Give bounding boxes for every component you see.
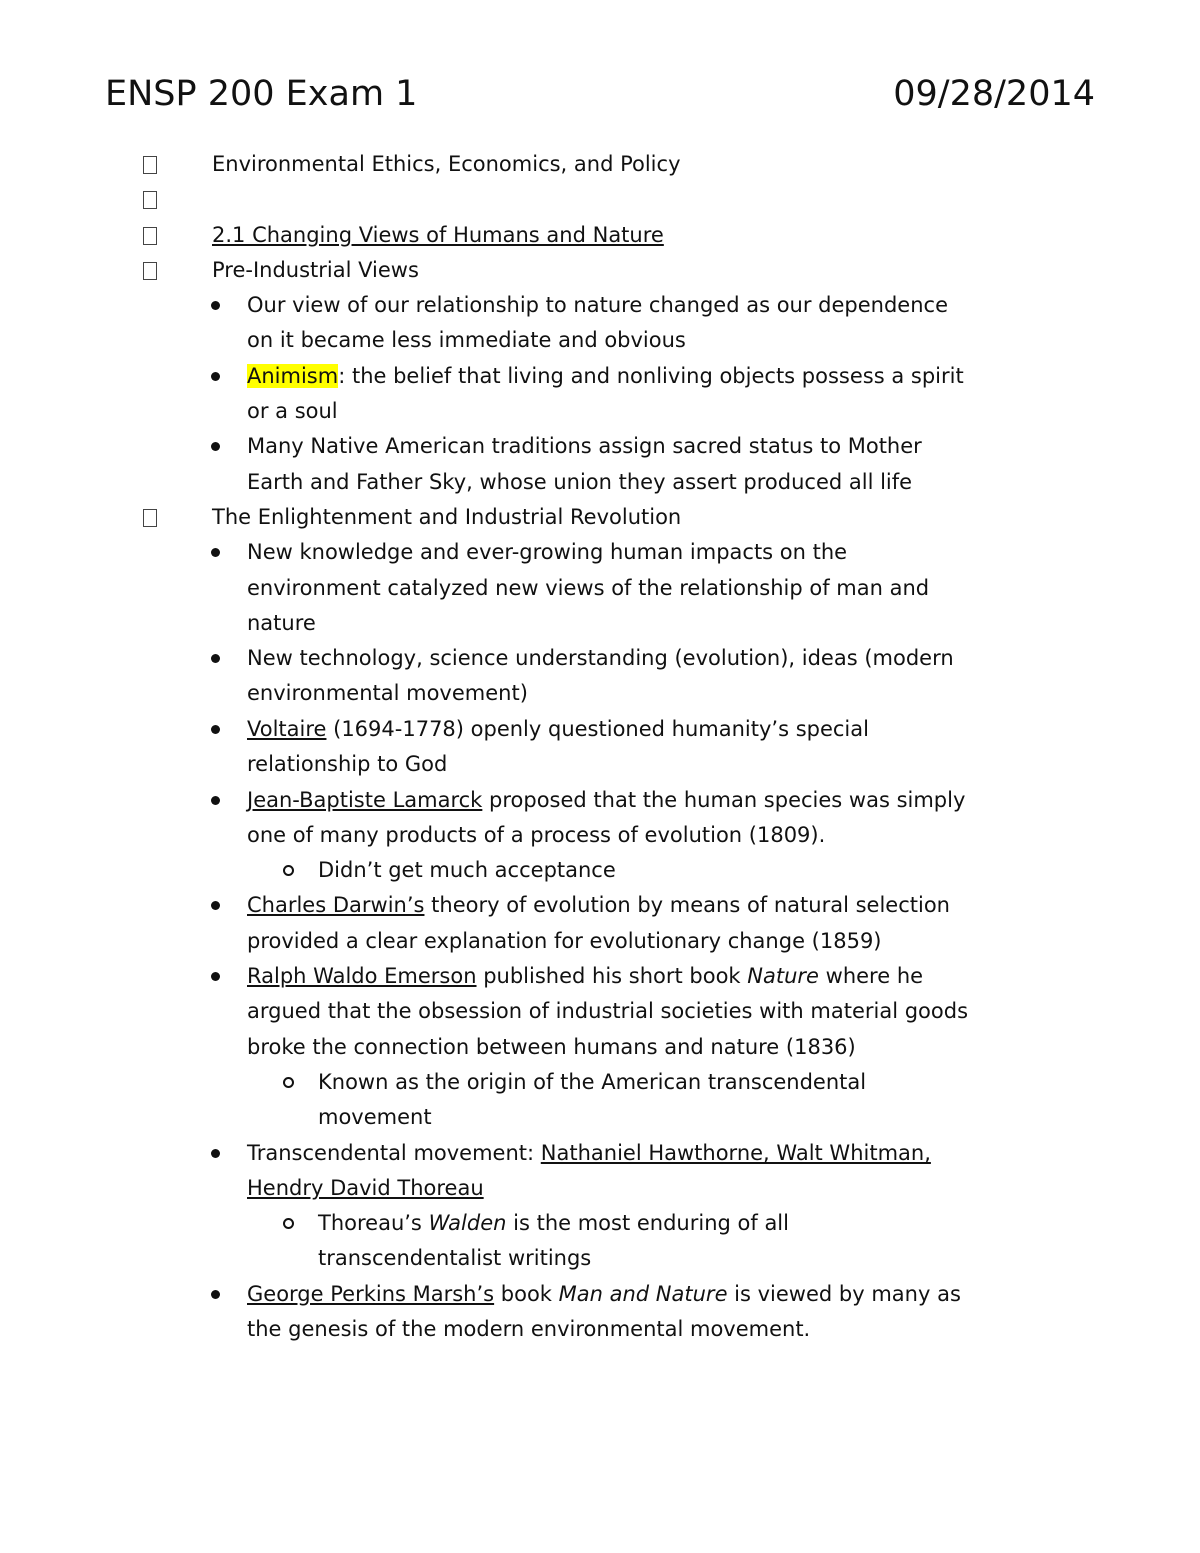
line-text: relationship to God — [247, 752, 448, 776]
hollow-bullet-icon — [283, 865, 294, 876]
line-text: environmental movement) — [247, 681, 528, 705]
line-text — [247, 359, 964, 394]
list-item — [0, 288, 1200, 323]
document-title: ENSP 200 Exam 1 — [105, 74, 418, 114]
line-text: nature — [247, 611, 316, 635]
line-text — [247, 1277, 961, 1312]
line-text: Didn’t get much acceptance — [318, 858, 616, 882]
list-item — [0, 218, 1200, 253]
line-segment: (1694-1778) openly questioned humanity’s special — [326, 717, 869, 741]
sub-list-item-continuation — [0, 1100, 1200, 1135]
list-item-continuation — [0, 1030, 1200, 1065]
list-item — [0, 712, 1200, 747]
person-name: Ralph Waldo Emerson — [247, 964, 477, 988]
line-text: on it became less immediate and obvious — [247, 328, 686, 352]
line-segment: proposed that the human species was simply — [482, 788, 966, 812]
bullet-icon — [211, 548, 220, 557]
list-item-continuation — [0, 1312, 1200, 1347]
line-text: broke the connection between humans and nature (1836) — [247, 1035, 856, 1059]
line-text: provided a clear explanation for evolutionary change (1859) — [247, 929, 882, 953]
line-text — [247, 712, 869, 747]
list-item — [0, 147, 1200, 182]
person-name: George Perkins Marsh’s — [247, 1282, 495, 1306]
section-heading: 2.1 Changing Views of Humans and Nature — [212, 223, 664, 247]
bullet-icon — [211, 442, 220, 451]
line-segment: is viewed by many as — [727, 1282, 961, 1306]
missing-glyph-icon — [143, 262, 157, 280]
book-title: Walden — [428, 1211, 507, 1235]
bullet-icon — [211, 796, 220, 805]
list-item — [0, 1136, 1200, 1171]
line-segment: book — [494, 1282, 559, 1306]
document-date: 09/28/2014 — [893, 74, 1095, 114]
bullet-icon — [211, 1290, 220, 1299]
bullet-icon — [211, 901, 220, 910]
line-text — [247, 959, 923, 994]
list-item — [0, 359, 1200, 394]
line-text: the genesis of the modern environmental movement. — [247, 1317, 811, 1341]
line-text — [318, 1206, 789, 1241]
list-item-continuation — [0, 747, 1200, 782]
hollow-bullet-icon — [283, 1218, 294, 1229]
list-item — [0, 641, 1200, 676]
list-item — [0, 535, 1200, 570]
line-text: New knowledge and ever-growing human impacts on the — [247, 540, 848, 564]
list-item-continuation — [0, 676, 1200, 711]
line-segment: : the belief that living and nonliving objects possess a spirit — [338, 364, 964, 388]
list-item-continuation — [0, 465, 1200, 500]
line-segment: published his short book — [476, 964, 748, 988]
line-text: The Enlightenment and Industrial Revolution — [212, 505, 682, 529]
list-item — [0, 500, 1200, 535]
person-name: Jean-Baptiste Lamarck — [247, 788, 483, 812]
line-text: Environmental Ethics, Economics, and Policy — [212, 152, 681, 176]
list-item — [0, 959, 1200, 994]
list-item-continuation — [0, 571, 1200, 606]
line-text: one of many products of a process of evolution (1809). — [247, 823, 826, 847]
sub-list-item — [0, 853, 1200, 888]
sub-list-item-continuation — [0, 1241, 1200, 1276]
line-text: or a soul — [247, 399, 338, 423]
missing-glyph-icon — [143, 227, 157, 245]
person-name: Charles Darwin’s — [247, 893, 425, 917]
list-item-continuation — [0, 394, 1200, 429]
list-item-continuation — [0, 1171, 1200, 1206]
person-names: Nathaniel Hawthorne, Walt Whitman, — [540, 1141, 931, 1165]
missing-glyph-icon — [143, 191, 157, 209]
sub-list-item — [0, 1206, 1200, 1241]
book-title: Man and Nature — [558, 1282, 728, 1306]
line-text: transcendentalist writings — [318, 1246, 592, 1270]
book-title: Nature — [747, 964, 819, 988]
line-segment: where he — [818, 964, 924, 988]
list-item — [0, 182, 1200, 217]
list-item — [0, 888, 1200, 923]
list-item — [0, 429, 1200, 464]
hollow-bullet-icon — [283, 1077, 294, 1088]
line-segment: Transcendental movement: — [247, 1141, 541, 1165]
list-item — [0, 253, 1200, 288]
missing-glyph-icon — [143, 509, 157, 527]
missing-glyph-icon — [143, 156, 157, 174]
line-text: movement — [318, 1105, 432, 1129]
bullet-icon — [211, 654, 220, 663]
line-segment: is the most enduring of all — [506, 1211, 789, 1235]
list-item-continuation — [0, 606, 1200, 641]
list-item-continuation — [0, 924, 1200, 959]
document-header — [105, 72, 1095, 122]
list-item — [0, 783, 1200, 818]
bullet-icon — [211, 725, 220, 734]
line-text: New technology, science understanding (evolution), ideas (modern — [247, 646, 954, 670]
line-text: Pre-Industrial Views — [212, 258, 419, 282]
line-text: environment catalyzed new views of the relationship of man and — [247, 576, 930, 600]
sub-list-item — [0, 1065, 1200, 1100]
list-item — [0, 1277, 1200, 1312]
line-text: Our view of our relationship to nature changed as our dependence — [247, 293, 948, 317]
line-segment: theory of evolution by means of natural selection — [424, 893, 950, 917]
line-text: Known as the origin of the American transcendental — [318, 1070, 867, 1094]
line-text — [247, 783, 965, 818]
list-item-continuation — [0, 818, 1200, 853]
line-segment: Thoreau’s — [318, 1211, 429, 1235]
line-text: argued that the obsession of industrial societies with material goods — [247, 999, 969, 1023]
person-name: Voltaire — [247, 717, 327, 741]
line-text: Many Native American traditions assign sacred status to Mother — [247, 434, 922, 458]
list-item-continuation — [0, 994, 1200, 1029]
bullet-icon — [211, 301, 220, 310]
bullet-icon — [211, 1149, 220, 1158]
line-text: Earth and Father Sky, whose union they assert produced all life — [247, 470, 913, 494]
line-text — [247, 1136, 931, 1171]
bullet-icon — [211, 972, 220, 981]
list-item-continuation — [0, 323, 1200, 358]
person-name: Hendry David Thoreau — [247, 1176, 484, 1200]
line-text — [247, 888, 950, 923]
highlighted-term: Animism — [247, 364, 339, 388]
bullet-icon — [211, 372, 220, 381]
